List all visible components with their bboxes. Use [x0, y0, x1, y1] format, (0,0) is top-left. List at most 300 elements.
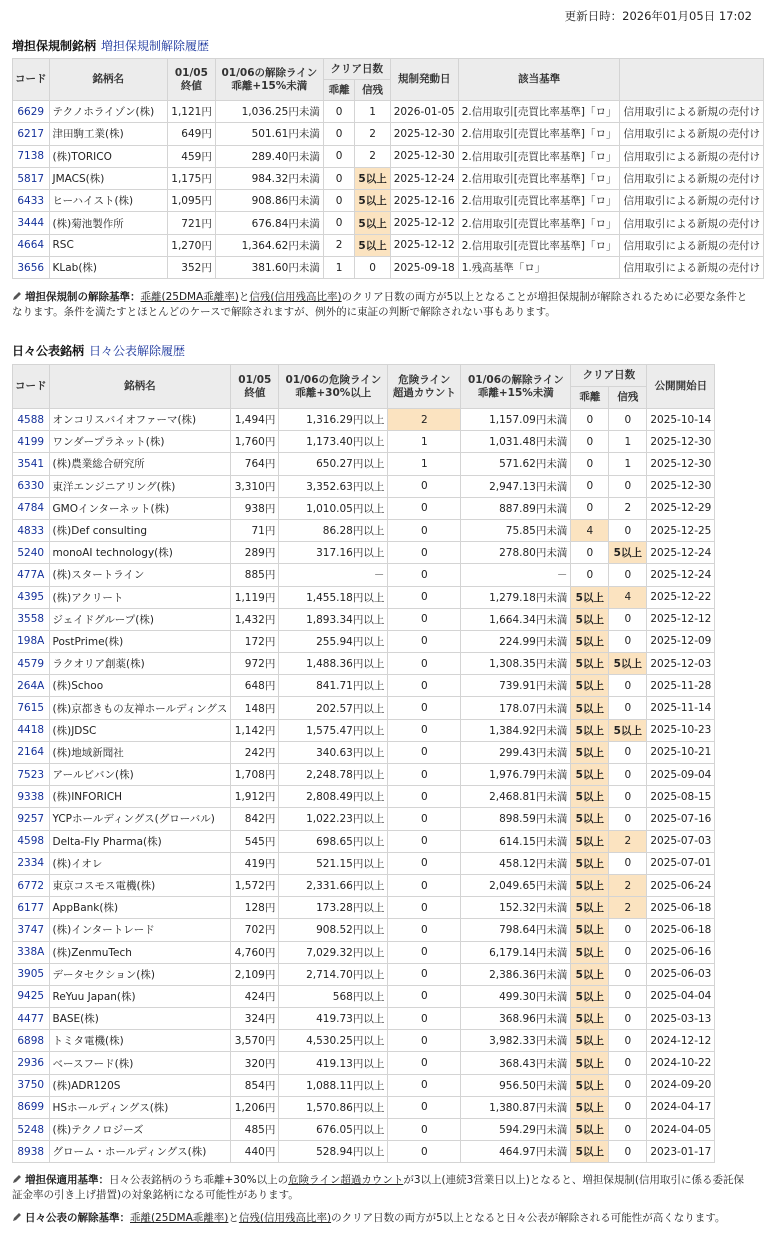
stock-name: (株)インタートレード — [49, 919, 231, 941]
release-line: 956.50円未満 — [461, 1074, 571, 1096]
table-row — [13, 431, 715, 453]
reason-detail: 信用取引による新規の売付け — [620, 212, 764, 234]
stock-code[interactable] — [13, 564, 50, 586]
clear-kairi: 5以上 — [571, 1096, 609, 1118]
stock-code-link[interactable]: 477A — [17, 568, 45, 581]
clear-kairi: 0 — [323, 167, 355, 189]
stock-code[interactable] — [13, 985, 50, 1007]
stock-code[interactable] — [13, 941, 50, 963]
section2-history-link[interactable]: 日々公表解除履歴 — [89, 344, 186, 358]
release-line: 594.29円未満 — [461, 1119, 571, 1141]
table-row — [13, 542, 715, 564]
stock-code-link[interactable]: 3656 — [17, 261, 45, 274]
stock-code[interactable] — [13, 653, 50, 675]
release-line: 3,982.33円未満 — [461, 1030, 571, 1052]
clear-shinzan: 0 — [609, 608, 647, 630]
start-date: 2025-08-15 — [647, 786, 715, 808]
clear-kairi: 0 — [323, 101, 355, 123]
start-date: 2025-12-24 — [647, 564, 715, 586]
stock-code[interactable] — [13, 519, 50, 541]
release-line: 1,380.87円未満 — [461, 1096, 571, 1118]
clear-shinzan: 0 — [609, 630, 647, 652]
release-line: 1,031.48円未満 — [461, 431, 571, 453]
clear-kairi: 1 — [323, 257, 355, 279]
release-line: 2,049.65円未満 — [461, 874, 571, 896]
stock-code-link[interactable]: 4664 — [17, 239, 45, 252]
over-count: 0 — [388, 808, 461, 830]
pencil-icon — [12, 1212, 22, 1222]
release-line: 289.40円未満 — [215, 145, 323, 167]
stock-code[interactable] — [13, 1008, 50, 1030]
stock-code-link[interactable]: 4199 — [17, 435, 45, 448]
close-price: 1,206円 — [231, 1096, 279, 1118]
table-row — [13, 852, 715, 874]
release-line: 571.62円未満 — [461, 453, 571, 475]
table-row — [13, 830, 715, 852]
reason: 2.信用取引[売買比率基準]「ロ」 — [458, 212, 620, 234]
stock-code-link[interactable]: 4833 — [17, 524, 45, 537]
th2-name: 銘柄名 — [49, 365, 231, 409]
clear-shinzan: 0 — [609, 919, 647, 941]
stock-name: (株)INFORICH — [49, 786, 231, 808]
stock-name: ラクオリア創薬(株) — [49, 653, 231, 675]
close-price: 764円 — [231, 453, 279, 475]
close-price: 459円 — [167, 145, 215, 167]
danger-line: 2,714.70円以上 — [279, 963, 388, 985]
release-line: 2,386.36円未満 — [461, 963, 571, 985]
release-line: 1,279.18円未満 — [461, 586, 571, 608]
clear-kairi: 5以上 — [571, 830, 609, 852]
clear-shinzan: 5以上 — [609, 542, 647, 564]
stock-code-link[interactable]: 4477 — [17, 1012, 45, 1025]
stock-code[interactable] — [13, 630, 50, 652]
stock-code-link[interactable]: 4588 — [17, 413, 45, 426]
over-count: 0 — [388, 630, 461, 652]
clear-shinzan: 0 — [609, 852, 647, 874]
over-count: 0 — [388, 564, 461, 586]
stock-code[interactable] — [13, 475, 50, 497]
clear-shinzan: 5以上 — [609, 653, 647, 675]
release-line: 1,976.79円未満 — [461, 764, 571, 786]
section1-note: 増担保規制の解除基準：乖離(25DMA乖離率)と信残(信用残高比率)のクリア日数の両方が5以上となることが増担保規制が解除されるために必要な条件となります。条件を満たすとほとんどのケースで解除されますが、例外的に東証の判断で解除されない事もあります。 — [12, 291, 748, 318]
clear-shinzan: 0 — [609, 786, 647, 808]
stock-name: Delta-Fly Pharma(株) — [49, 830, 231, 852]
th-clear-kairi: 乖離 — [323, 80, 355, 101]
over-count: 0 — [388, 1030, 461, 1052]
clear-shinzan: 0 — [609, 764, 647, 786]
clear-kairi: 5以上 — [571, 697, 609, 719]
release-line: 1,364.62円未満 — [215, 234, 323, 256]
over-count: 0 — [388, 897, 461, 919]
stock-code[interactable] — [13, 1096, 50, 1118]
close-price: 440円 — [231, 1141, 279, 1163]
stock-code-link[interactable]: 5817 — [17, 172, 45, 185]
stock-code[interactable] — [13, 852, 50, 874]
clear-shinzan: 0 — [609, 1030, 647, 1052]
table-row — [13, 608, 715, 630]
section2-note-2: 日々公表の解除基準：乖離(25DMA乖離率)と信残(信用残高比率)のクリア日数の両方が5以上となると日々公表が解除される可能性が高くなります。 — [12, 1211, 754, 1226]
over-count: 0 — [388, 1052, 461, 1074]
stock-code-link[interactable]: 3747 — [17, 923, 45, 936]
stock-code[interactable] — [13, 123, 50, 145]
stock-code-link[interactable]: 6433 — [17, 194, 45, 207]
stock-code-link[interactable]: 3558 — [17, 613, 45, 626]
stock-code[interactable] — [13, 190, 50, 212]
release-line: 299.43円未満 — [461, 741, 571, 763]
stock-name: ベースフード(株) — [49, 1052, 231, 1074]
clear-kairi: 5以上 — [571, 874, 609, 896]
stock-code-link[interactable]: 2334 — [17, 857, 45, 870]
table-row — [13, 564, 715, 586]
stock-name: 津田駒工業(株) — [49, 123, 167, 145]
danger-line: 1,173.40円以上 — [279, 431, 388, 453]
stock-code-link[interactable]: 7615 — [17, 702, 45, 715]
danger-line: 1,022.23円以上 — [279, 808, 388, 830]
close-price: 320円 — [231, 1052, 279, 1074]
danger-line: 1,570.86円以上 — [279, 1096, 388, 1118]
start-date: 2025-09-18 — [390, 257, 458, 279]
stock-code-link[interactable]: 5240 — [17, 546, 45, 559]
stock-code-link[interactable]: 3444 — [17, 217, 45, 230]
clear-shinzan: 5以上 — [355, 167, 390, 189]
stock-code[interactable] — [13, 145, 50, 167]
over-count: 0 — [388, 475, 461, 497]
clear-kairi: 5以上 — [571, 1052, 609, 1074]
stock-code-link[interactable]: 6898 — [17, 1034, 45, 1047]
start-date: 2025-06-18 — [647, 919, 715, 941]
stock-name: KLab(株) — [49, 257, 167, 279]
start-date: 2025-07-16 — [647, 808, 715, 830]
danger-line: 676.05円以上 — [279, 1119, 388, 1141]
release-line: 75.85円未満 — [461, 519, 571, 541]
danger-line: 568円以上 — [279, 985, 388, 1007]
stock-code[interactable] — [13, 897, 50, 919]
note-link-shinzan[interactable]: 信残(信用残高比率) — [249, 291, 342, 303]
clear-kairi: 5以上 — [571, 963, 609, 985]
over-count: 0 — [388, 586, 461, 608]
close-price: 1,760円 — [231, 431, 279, 453]
th2-clear-shinzan: 信残 — [609, 387, 647, 409]
start-date: 2025-06-03 — [647, 963, 715, 985]
note2-link-kairi[interactable]: 乖離(25DMA乖離率) — [130, 1212, 229, 1224]
release-line: 984.32円未満 — [215, 167, 323, 189]
stock-code[interactable] — [13, 409, 50, 431]
table-row — [13, 764, 715, 786]
table-row — [13, 741, 715, 763]
table-row — [13, 874, 715, 896]
danger-line: 528.94円以上 — [279, 1141, 388, 1163]
stock-name: PostPrime(株) — [49, 630, 231, 652]
release-line: 278.80円未満 — [461, 542, 571, 564]
over-count: 0 — [388, 985, 461, 1007]
clear-shinzan: 4 — [609, 586, 647, 608]
clear-shinzan: 0 — [609, 1119, 647, 1141]
over-count: 0 — [388, 963, 461, 985]
table-row — [13, 897, 715, 919]
note2-link-shinzan[interactable]: 信残(信用残高比率) — [238, 1212, 332, 1224]
clear-shinzan: 0 — [609, 1096, 647, 1118]
clear-kairi: 5以上 — [571, 741, 609, 763]
danger-line: 698.65円以上 — [279, 830, 388, 852]
section1-history-link[interactable]: 増担保規制解除履歴 — [101, 39, 210, 53]
stock-code[interactable] — [13, 919, 50, 941]
stock-name: (株)TORICO — [49, 145, 167, 167]
close-price: 1,270円 — [167, 234, 215, 256]
clear-shinzan: 2 — [609, 874, 647, 896]
close-price: 854円 — [231, 1074, 279, 1096]
stock-code[interactable] — [13, 453, 50, 475]
stock-code[interactable] — [13, 497, 50, 519]
stock-code-link[interactable]: 4579 — [17, 657, 45, 670]
reason: 2.信用取引[売買比率基準]「ロ」 — [458, 190, 620, 212]
release-line: 178.07円未満 — [461, 697, 571, 719]
section2-note-1: 増担保適用基準：日々公表銘柄のうち乖離+30%以上の危険ライン超過カウントが3以上(連続3営業日以上)となると、増担保規制(信用取引に係る委託保証金率の引き上げ措置)の対象銘柄になる可能性があります。 — [12, 1174, 744, 1201]
release-line: 1,036.25円未満 — [215, 101, 323, 123]
reason-detail: 信用取引による新規の売付け — [620, 234, 764, 256]
clear-kairi: 5以上 — [571, 1008, 609, 1030]
table-row — [13, 145, 764, 167]
danger-line: 1,010.05円以上 — [279, 497, 388, 519]
stock-code[interactable] — [13, 212, 50, 234]
table-row — [13, 1074, 715, 1096]
stock-code[interactable] — [13, 719, 50, 741]
stock-code-link[interactable]: 198A — [17, 635, 45, 648]
clear-kairi: 5以上 — [571, 897, 609, 919]
table-row — [13, 101, 764, 123]
stock-code[interactable] — [13, 431, 50, 453]
start-date: 2025-06-16 — [647, 941, 715, 963]
start-date: 2025-12-09 — [647, 630, 715, 652]
start-date: 2024-09-20 — [647, 1074, 715, 1096]
stock-code-link[interactable]: 9425 — [17, 990, 45, 1003]
stock-name: (株)Def consulting — [49, 519, 231, 541]
stock-code[interactable] — [13, 101, 50, 123]
close-price: 1,912円 — [231, 786, 279, 808]
clear-shinzan: 5以上 — [355, 190, 390, 212]
table-row — [13, 234, 764, 256]
stock-code[interactable] — [13, 808, 50, 830]
stock-code[interactable] — [13, 874, 50, 896]
clear-shinzan: 0 — [609, 1052, 647, 1074]
stock-name: (株)地域新聞社 — [49, 741, 231, 763]
close-price: 2,109円 — [231, 963, 279, 985]
danger-line: 7,029.32円以上 — [279, 941, 388, 963]
clear-kairi: 4 — [571, 519, 609, 541]
clear-kairi: 0 — [323, 123, 355, 145]
stock-code-link[interactable]: 7523 — [17, 768, 45, 781]
stock-name: ヒーハイスト(株) — [49, 190, 167, 212]
stock-code-link[interactable]: 2164 — [17, 746, 45, 759]
start-date: 2025-12-30 — [647, 475, 715, 497]
stock-code[interactable] — [13, 741, 50, 763]
close-price: 419円 — [231, 852, 279, 874]
over-count: 0 — [388, 608, 461, 630]
release-line: 2,947.13円未満 — [461, 475, 571, 497]
release-line: 887.89円未満 — [461, 497, 571, 519]
stock-code[interactable] — [13, 830, 50, 852]
table-row — [13, 630, 715, 652]
stock-code-link[interactable]: 6772 — [17, 879, 45, 892]
stock-name: ReYuu Japan(株) — [49, 985, 231, 1007]
clear-shinzan: 2 — [609, 830, 647, 852]
stock-code-link[interactable]: 6217 — [17, 127, 45, 140]
start-date: 2025-10-21 — [647, 741, 715, 763]
stock-code-link[interactable]: 3541 — [17, 457, 45, 470]
clear-kairi: 0 — [571, 409, 609, 431]
close-price: 972円 — [231, 653, 279, 675]
stock-name: (株)テクノロジーズ — [49, 1119, 231, 1141]
clear-kairi: 0 — [323, 190, 355, 212]
start-date: 2025-09-04 — [647, 764, 715, 786]
table-row — [13, 212, 764, 234]
stock-code-link[interactable]: 9257 — [17, 812, 45, 825]
close-price: 71円 — [231, 519, 279, 541]
th2-over-count: 危険ライン 超過カウント — [388, 365, 461, 409]
stock-code[interactable] — [13, 542, 50, 564]
clear-shinzan: 0 — [355, 257, 390, 279]
clear-shinzan: 0 — [609, 409, 647, 431]
table-row — [13, 497, 715, 519]
clear-shinzan: 0 — [609, 1141, 647, 1163]
clear-shinzan: 0 — [609, 963, 647, 985]
clear-shinzan: 0 — [609, 808, 647, 830]
stock-code[interactable] — [13, 963, 50, 985]
clear-kairi: 5以上 — [571, 586, 609, 608]
close-price: 1,175円 — [167, 167, 215, 189]
clear-kairi: 5以上 — [571, 786, 609, 808]
th2-close: 01/05 終値 — [231, 365, 279, 409]
stock-code[interactable] — [13, 234, 50, 256]
release-line: 1,664.34円未満 — [461, 608, 571, 630]
note-link-kairi[interactable]: 乖離(25DMA乖離率) — [140, 291, 239, 303]
close-price: 1,572円 — [231, 874, 279, 896]
table-row — [13, 786, 715, 808]
stock-code[interactable] — [13, 764, 50, 786]
stock-code-link[interactable]: 4784 — [17, 502, 45, 515]
th2-danger-line: 01/06の危険ライン 乖離+30%以上 — [279, 365, 388, 409]
clear-kairi: 5以上 — [571, 852, 609, 874]
clear-shinzan: 0 — [609, 564, 647, 586]
danger-line: 1,455.18円以上 — [279, 586, 388, 608]
stock-code-link[interactable]: 4395 — [17, 591, 45, 604]
start-date: 2025-03-13 — [647, 1008, 715, 1030]
clear-kairi: 0 — [323, 212, 355, 234]
stock-code-link[interactable]: 3750 — [17, 1079, 45, 1092]
release-line: 1,308.35円未満 — [461, 653, 571, 675]
clear-kairi: 5以上 — [571, 1119, 609, 1141]
over-count: 0 — [388, 852, 461, 874]
stock-name: 東洋エンジニアリング(株) — [49, 475, 231, 497]
clear-shinzan: 2 — [355, 145, 390, 167]
th2-start-date: 公開開始日 — [647, 365, 715, 409]
over-count: 0 — [388, 1141, 461, 1163]
stock-code-link[interactable]: 4418 — [17, 724, 45, 737]
table-row — [13, 519, 715, 541]
stock-code-link[interactable]: 3905 — [17, 968, 45, 981]
over-count: 0 — [388, 919, 461, 941]
start-date: 2025-12-30 — [647, 431, 715, 453]
updated-timestamp: 更新日時：2026年01月05日 17:02 — [564, 9, 752, 23]
danger-line: 340.63円以上 — [279, 741, 388, 763]
clear-shinzan: 0 — [609, 1074, 647, 1096]
clear-shinzan: 1 — [355, 101, 390, 123]
danger-line: 2,808.49円以上 — [279, 786, 388, 808]
stock-code[interactable] — [13, 1074, 50, 1096]
start-date: 2025-12-30 — [647, 453, 715, 475]
pencil-icon — [12, 291, 22, 301]
start-date: 2025-12-30 — [390, 123, 458, 145]
pencil-icon — [12, 1174, 22, 1184]
stock-code-link[interactable]: 7138 — [17, 150, 45, 163]
close-price: 172円 — [231, 630, 279, 652]
clear-kairi: 0 — [571, 475, 609, 497]
close-price: 545円 — [231, 830, 279, 852]
over-count: 0 — [388, 1008, 461, 1030]
danger-line: 86.28円以上 — [279, 519, 388, 541]
danger-line: 841.71円以上 — [279, 675, 388, 697]
table-row — [13, 675, 715, 697]
stock-code[interactable] — [13, 675, 50, 697]
over-count: 0 — [388, 786, 461, 808]
stock-code-link[interactable]: 6330 — [17, 480, 45, 493]
stock-code-link[interactable]: 4598 — [17, 835, 45, 848]
th-clear-days: クリア日数 — [323, 59, 390, 80]
danger-line: 255.94円以上 — [279, 630, 388, 652]
stock-code-link[interactable]: 264A — [17, 679, 45, 692]
table-row — [13, 409, 715, 431]
stock-code[interactable] — [13, 786, 50, 808]
stock-code[interactable] — [13, 257, 50, 279]
danger-line: 202.57円以上 — [279, 697, 388, 719]
stock-code[interactable] — [13, 1119, 50, 1141]
start-date: 2025-12-24 — [390, 167, 458, 189]
stock-code-link[interactable]: 6629 — [17, 105, 45, 118]
note-link-over-count[interactable]: 危険ライン超過カウント — [288, 1174, 404, 1186]
clear-kairi: 0 — [323, 145, 355, 167]
clear-shinzan: 2 — [355, 123, 390, 145]
stock-code-link[interactable]: 6177 — [17, 901, 45, 914]
stock-code[interactable] — [13, 1141, 50, 1163]
release-line: 368.96円未満 — [461, 1008, 571, 1030]
stock-name: トミタ電機(株) — [49, 1030, 231, 1052]
table-row — [13, 653, 715, 675]
stock-code-link[interactable]: 338A — [17, 946, 45, 959]
reason-detail: 信用取引による新規の売付け — [620, 101, 764, 123]
stock-code[interactable] — [13, 586, 50, 608]
stock-code-link[interactable]: 9338 — [17, 790, 45, 803]
stock-code[interactable] — [13, 1030, 50, 1052]
stock-code-link[interactable]: 8699 — [17, 1101, 45, 1114]
stock-code[interactable] — [13, 697, 50, 719]
stock-code[interactable] — [13, 608, 50, 630]
stock-code-link[interactable]: 5248 — [17, 1123, 45, 1136]
stock-name: (株)農業総合研究所 — [49, 453, 231, 475]
close-price: 1,095円 — [167, 190, 215, 212]
close-price: 1,708円 — [231, 764, 279, 786]
clear-shinzan: 0 — [609, 741, 647, 763]
release-line: 464.97円未満 — [461, 1141, 571, 1163]
clear-kairi: 5以上 — [571, 630, 609, 652]
stock-code-link[interactable]: 8938 — [17, 1145, 45, 1158]
stock-code[interactable] — [13, 167, 50, 189]
start-date: 2025-07-03 — [647, 830, 715, 852]
stock-code-link[interactable]: 2936 — [17, 1057, 45, 1070]
stock-code[interactable] — [13, 1052, 50, 1074]
stock-name: JMACS(株) — [49, 167, 167, 189]
clear-shinzan: 2 — [609, 897, 647, 919]
start-date: 2025-12-29 — [647, 497, 715, 519]
stock-name: ジェイドグループ(株) — [49, 608, 231, 630]
